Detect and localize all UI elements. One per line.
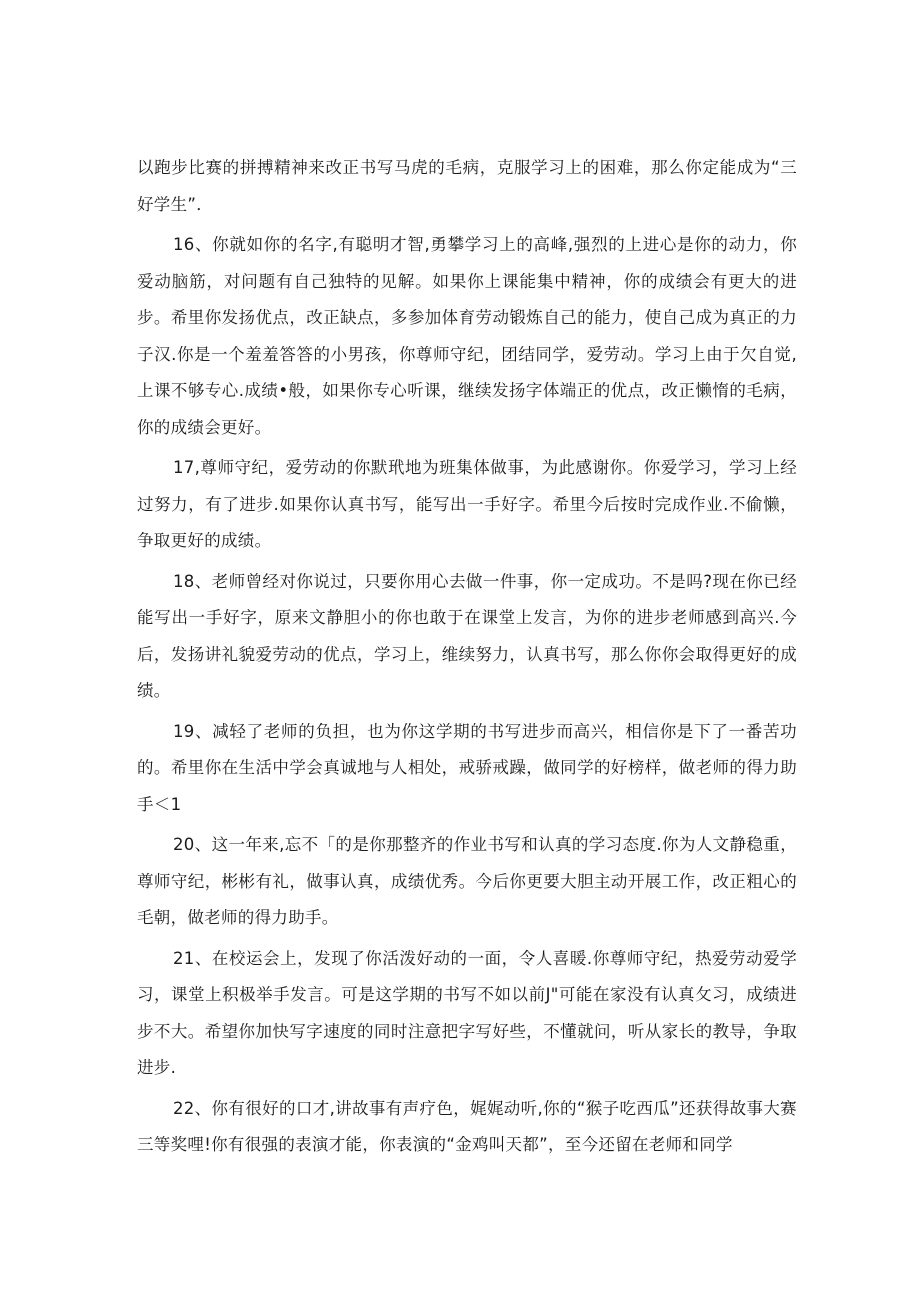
paragraph-21: 21、在校运会上，发现了你活泼好动的一面，令人喜暖.你尊师守纪，热爱劳动爱学习，课堂上积极举手发言。可是这学期的书写不如以前J"可能在家没有认真攵习，成绩进步不大。希望你加快写字速度的同时注意把字写好些，不懂就问，听从家长的教导，争取进步. [137, 948, 797, 1077]
paragraph-20: 20、这一年来,忘不「的是你那整齐的作业书写和认真的学习态度.你为人文静稳重，尊师守纪，彬彬有礼，做事认真，成绩优秀。今后你更要大胆主动开展工作，改正粗心的毛朝，做老师的得力助手。 [137, 835, 797, 927]
paragraph-22: 22、你有很好的口才,讲故事有声疗色，娓娓动听,你的“猴子吃西瓜”还获得故事大赛三等奖哩!你有很强的表演才能，你表演的“金鸡叫天都”，至今还留在老师和同学 [137, 1098, 797, 1154]
paragraph-continuation: 以跑步比赛的拼搏精神来改正书写马虎的毛病，克服学习上的困难，那么你定能成为“三好学生”． [137, 158, 797, 214]
paragraph-16: 16、你就如你的名字,有聪明才智,勇攀学习上的高峰,强烈的上进心是你的动力，你爱动脑筋，对问题有自己独特的见解。如果你上课能集中精神，你的成绩会有更大的进步。希里你发扬优点，改正缺点，多参加体育劳动锻炼自己的能力，使自己成为真正的力子汉.你是一个羞羞答答的小男孩，你尊师守纪，团结同学，爱劳动。学习上由于欠自觉,上课不够专心.成绩•般，如果你专心听课，继续发扬字体端正的优点，改正懒惰的毛病，你的成绩会更好。 [137, 235, 797, 437]
paragraph-18: 18、老师曾经对你说过，只要你用心去做一件事，你一定成功。不是吗?现在你已经能写出一手好字，原来文静胆小的你也敢于在课堂上发言，为你的进步老师感到高兴.今后，发扬讲礼貌爱劳动的优点，学习上，维续努力，认真书写，那么你你会取得更好的成绩。 [137, 571, 797, 700]
paragraph-17: 17,尊师守纪，爱劳动的你默玳地为班集体做事，为此感谢你。你爱学习，学习上经过努力，有了进步.如果你认真书写，能写出一手好字。希里今后按时完成作业.不偷懒，争取更好的成绩。 [137, 458, 797, 550]
document-body [137, 150, 797, 1168]
paragraph-19: 19、减轻了老师的负担，也为你这学期的书写进步而高兴，相信你是下了一番苦功的。希里你在生活中学会真诚地与人相处，戒骄戒躁，做同学的好榜样，做老师的得力助手＜1 [137, 721, 797, 814]
